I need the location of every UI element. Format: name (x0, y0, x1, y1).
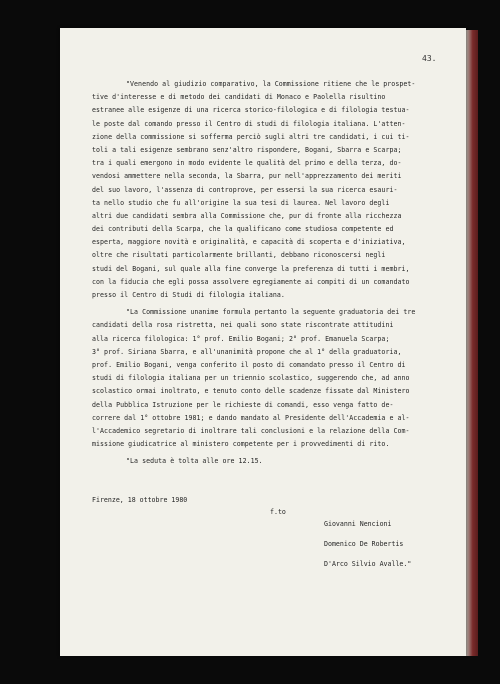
paragraph (92, 78, 432, 302)
text-line: "Venendo al giudizio comparativo, la Commissione ritiene che le prospet- (126, 80, 416, 88)
document-page (60, 28, 466, 656)
text-line: tive d'interesse e di metodo dei candidati di Monaco e Paolella risultino (92, 93, 386, 102)
text-line: alla ricerca filologica: 1° prof. Emilio Bogani; 2° prof. Emanuela Scarpa; (92, 334, 390, 343)
text-line: candidati della rosa ristretta, nei quali sono state riscontrate attitudini (92, 321, 394, 330)
text-line: le poste dal comando presso il Centro di studi di filologia italiana. L'atten- (92, 119, 406, 128)
text-line: presso il Centro di Studi di filologia italiana. (92, 291, 285, 299)
text-line: zione della commissione si sofferma perciò sugli altri tre candidati, i cui ti- (92, 132, 410, 141)
page-number: 43. (422, 54, 437, 63)
text-line: esperta, maggiore novità e originalità, e capacità di scoperta e d'iniziativa, (92, 238, 406, 247)
text-line: missione giudicatrice al ministero competente per i provvedimenti di rito. (92, 440, 390, 449)
text-line: toli a tali esigenze sembrano senz'altro rispondere, Bogani, Sbarra e Scarpa; (92, 145, 402, 154)
text-line: prof. Emilio Bogani, venga conferito il posto di comandato presso il Centro di (92, 360, 406, 369)
text-line: dei contributi della Scarpa, che la qualificano come studiosa competente ed (92, 225, 394, 234)
text-line: ta nello studio che fu all'origine la sua tesi di laurea. Nel lavoro degli (92, 198, 390, 207)
text-line: studi del Bogani, sul quale alla fine converge la preferenza di tutti i membri, (92, 264, 410, 273)
text-line: "La Commissione unanime formula pertanto la seguente graduatoria dei tre (126, 308, 416, 317)
paragraph (92, 306, 432, 451)
text-line: estranee alle esigenze di una ricerca storico-filologica e di filologia testua- (92, 106, 410, 115)
text-line: correre dal 1° ottobre 1981; e dando mandato al Presidente dell'Accademia e al- (92, 413, 410, 422)
paragraph (92, 455, 432, 468)
signatory-3: D'Arco Silvio Avalle." (324, 560, 412, 568)
text-line: tra i quali emergono in modo evidente le qualità del primo e della terza, do- (92, 159, 402, 168)
text-line: della Pubblica Istruzione per le richieste di comandi, esso venga fatto de- (92, 400, 394, 409)
text-line: con la fiducia che egli possa assolvere egregiamente ai compiti di un comandato (92, 277, 410, 286)
text-line: vendosi ammettere nella seconda, la Sbarra, pur nell'apprezzamento dei meriti (92, 172, 402, 181)
text-line: l'Accademico segretario di inoltrare tali conclusioni e la relazione della Com- (92, 426, 410, 435)
text-line: oltre che risultati particolarmente brillanti, debbano riconoscersi negli (92, 251, 386, 260)
text-line: "La seduta è tolta alle ore 12.15. (126, 457, 263, 466)
text-line: altri due candidati sembra alla Commissione che, pur di fronte alla ricchezza (92, 211, 402, 220)
fto-mark: f.to (270, 508, 286, 516)
signatory-1: Giovanni Nencioni (324, 520, 392, 528)
binding-edge (466, 30, 478, 656)
signatory-2: Domenico De Robertis (324, 540, 404, 548)
place-date: Firenze, 18 ottobre 1980 (92, 496, 188, 504)
text-line: studi di filologia italiana per un triennio scolastico, suggerendo che, ad anno (92, 374, 410, 383)
text-line: del suo lavoro, l'assenza di controprove, per essersi la sua ricerca esauri- (92, 185, 398, 194)
text-line: scolastico ormai inoltrato, e tenuto conto delle scadenze fissate dal Ministero (92, 387, 410, 396)
text-line: 3° prof. Siriana Sbarra, e all'unanimità propone che al 1° della graduatoria, (92, 347, 402, 356)
body-text (92, 78, 432, 468)
